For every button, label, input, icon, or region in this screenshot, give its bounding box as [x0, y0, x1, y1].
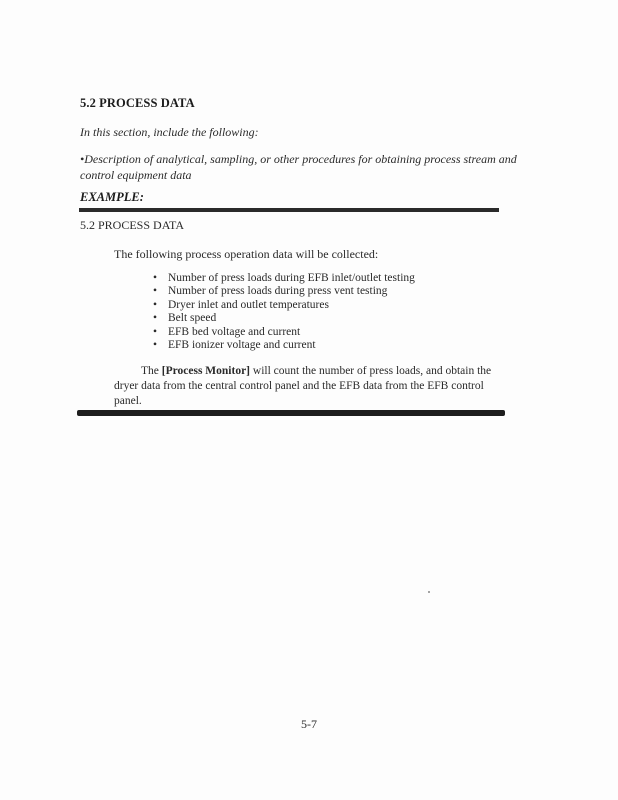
list-item-text: Number of press loads during EFB inlet/outlet testing	[168, 272, 415, 284]
list-item	[151, 285, 415, 298]
example-intro: The following process operation data will be collected:	[114, 247, 379, 261]
paragraph-suffix: will count the number of press loads, and obtain the dryer data from the central control panel and the EFB data from the EFB control panel.	[114, 365, 492, 407]
list-item	[151, 299, 415, 312]
bullet-marker: •	[153, 339, 158, 352]
paragraph-prefix: The	[141, 365, 162, 377]
list-item-text: Belt speed	[168, 312, 217, 325]
instruction-intro: In this section, include the following:	[80, 125, 259, 139]
example-label: EXAMPLE:	[80, 190, 144, 204]
bullet-marker: •	[153, 312, 158, 325]
bullet-marker: •	[153, 325, 158, 338]
list-item	[151, 272, 415, 285]
page-number: 5-7	[301, 717, 317, 731]
example-paragraph	[114, 364, 499, 409]
list-item-text: Dryer inlet and outlet temperatures	[168, 298, 329, 311]
example-bottom-rule	[77, 410, 505, 416]
example-top-rule	[79, 208, 499, 212]
instruction-bullet: •Description of analytical, sampling, or other procedures for obtaining process stream and control equipment data	[80, 152, 517, 182]
bullet-marker: •	[153, 272, 158, 284]
list-item-text: EFB bed voltage and current	[168, 325, 301, 338]
example-section-heading: 5.2 PROCESS DATA	[80, 218, 185, 232]
bullet-marker: •	[153, 298, 158, 311]
list-item	[151, 339, 415, 352]
paragraph-placeholder-bold: [Process Monitor]	[161, 365, 251, 377]
list-item	[151, 312, 415, 325]
section-heading: 5.2 PROCESS DATA	[80, 96, 195, 110]
list-item-text: EFB ionizer voltage and current	[168, 339, 316, 352]
bullet-marker: •	[153, 285, 158, 298]
list-item	[151, 326, 415, 339]
example-bullet-list	[151, 272, 415, 352]
scan-speck	[428, 591, 430, 593]
list-item-text: Number of press loads during press vent testing	[168, 285, 388, 298]
